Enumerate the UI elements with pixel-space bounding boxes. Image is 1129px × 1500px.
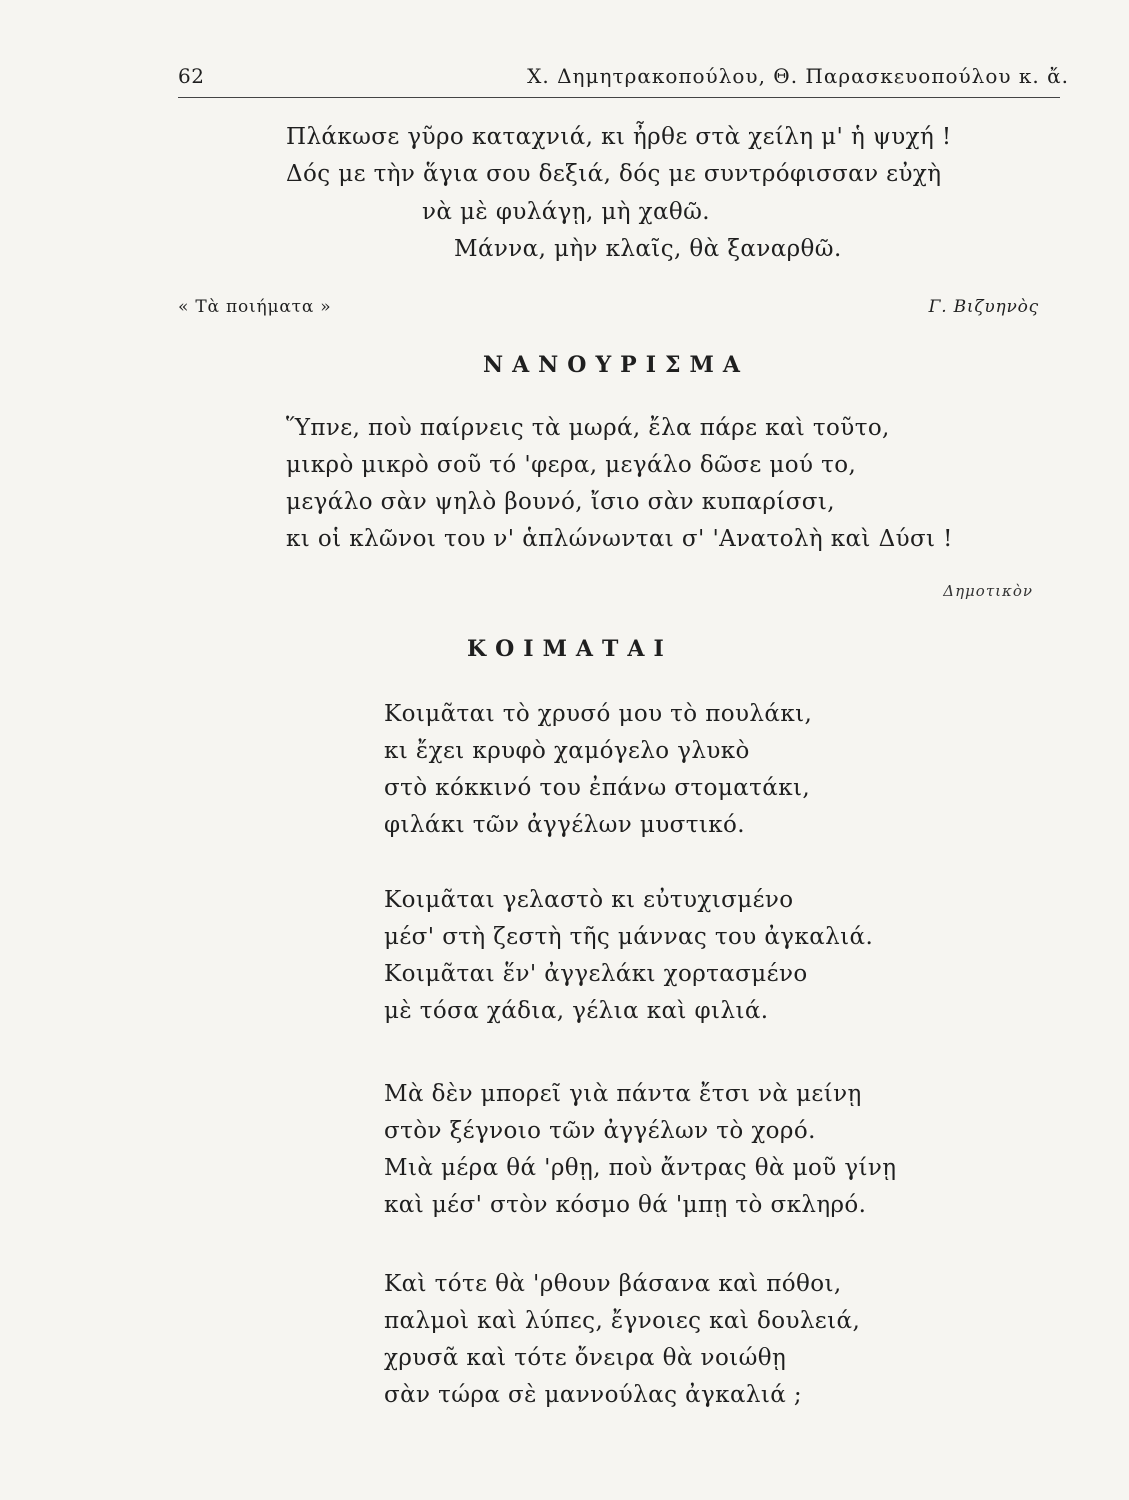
header-rule	[178, 97, 1060, 98]
verse-line: φιλάκι τῶν ἀγγέλων μυστικό.	[384, 812, 745, 838]
verse-line: Κοιμᾶται γελαστὸ κι εὐτυχισμένο	[384, 887, 794, 913]
verse-line: Μιὰ μέρα θά 'ρθῃ, ποὺ ἄντρας θὰ μοῦ γίνῃ	[384, 1155, 897, 1181]
verse-line: παλμοὶ καὶ λύπες, ἔγνοιες καὶ δουλειά,	[384, 1308, 861, 1334]
author-name: Γ. Βιζυηνὸς	[928, 297, 1039, 317]
verse-line: χρυσᾶ καὶ τότε ὄνειρα θὰ νοιώθῃ	[384, 1345, 787, 1371]
verse-line: Μάννα, μὴν κλαῖς, θὰ ξαναρθῶ.	[454, 236, 842, 262]
verse-line: κι οἱ κλῶνοι του ν' ἁπλώνωνται σ' 'Ανατολὴ καὶ Δύσι !	[286, 526, 953, 552]
verse-line: σὰν τώρα σὲ μαννούλας ἀγκαλιά ;	[384, 1382, 803, 1408]
page-number: 62	[178, 64, 205, 88]
verse-line: νὰ μὲ φυλάγῃ, μὴ χαθῶ.	[422, 199, 710, 225]
poem-title: ΝΑΝΟΥΡΙΣΜΑ	[483, 352, 749, 378]
verse-line: μεγάλο σὰν ψηλὸ βουνό, ἴσιο σὰν κυπαρίσσι,	[286, 489, 836, 515]
verse-line: μέσ' στὴ ζεστὴ τῆς μάννας του ἀγκαλιά.	[384, 924, 874, 950]
verse-line: Πλάκωσε γῦρο καταχνιά, κι ἦρθε στὰ χείλη μ' ἡ ψυχή !	[286, 124, 952, 150]
verse-line: Κοιμᾶται τὸ χρυσό μου τὸ πουλάκι,	[384, 701, 813, 727]
verse-line: μικρὸ μικρὸ σοῦ τό 'φερα, μεγάλο δῶσε μού το,	[286, 452, 857, 478]
verse-line: κι ἔχει κρυφὸ χαμόγελο γλυκὸ	[384, 738, 750, 764]
verse-line: στὸ κόκκινό του ἐπάνω στοματάκι,	[384, 775, 811, 801]
verse-line: Κοιμᾶται ἕν' ἀγγελάκι χορτασμένο	[384, 961, 808, 987]
verse-line: Ὕπνε, ποὺ παίρνεις τὰ μωρά, ἔλα πάρε καὶ τοῦτο,	[286, 415, 890, 441]
verse-line: Δός με τὴν ἅγια σου δεξιά, δός με συντρόφισσαν εὐχὴ	[286, 161, 942, 187]
attribution: Δημοτικὸν	[943, 582, 1033, 600]
verse-line: Μὰ δὲν μπορεῖ γιὰ πάντα ἔτσι νὰ μείνῃ	[384, 1081, 862, 1107]
verse-line: Καὶ τότε θὰ 'ρθουν βάσανα καὶ πόθοι,	[384, 1271, 842, 1297]
running-head: Χ. Δημητρακοπούλου, Θ. Παρασκευοπούλου κ. ἄ.	[527, 64, 1069, 88]
source-title: « Τὰ ποιήματα »	[178, 297, 332, 317]
poem-title: ΚΟΙΜΑΤΑΙ	[467, 636, 673, 662]
verse-line: καὶ μέσ' στὸν κόσμο θά 'μπῃ τὸ σκληρό.	[384, 1192, 867, 1218]
verse-line: μὲ τόσα χάδια, γέλια καὶ φιλιά.	[384, 998, 769, 1024]
verse-line: στὸν ξέγνοιο τῶν ἀγγέλων τὸ χορό.	[384, 1118, 816, 1144]
